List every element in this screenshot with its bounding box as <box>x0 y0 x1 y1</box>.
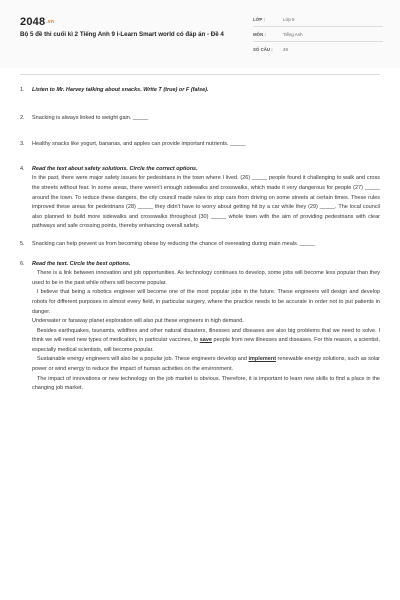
question-instruction: Read the text. Circle the best options. <box>32 260 131 267</box>
logo-suffix: .vn <box>46 19 55 26</box>
question-text: Snacking can help prevent us from becoming obese by reducing the chance of overeating during main meals. _____ <box>32 240 316 247</box>
logo-text: 2048 <box>20 16 46 28</box>
passage-paragraph <box>32 327 380 356</box>
meta-label: MÔN : <box>253 32 266 37</box>
question-text: Healthy snacks like yogurt, bananas, and apples can provide important nutrients. _____ <box>32 141 246 148</box>
meta-value: Tiếng Anh <box>283 32 303 37</box>
question-number: 6. <box>20 260 25 267</box>
underlined-word: implement <box>248 356 277 363</box>
question-4 <box>20 165 380 232</box>
question-number: 2. <box>20 114 25 121</box>
question-5 <box>20 240 380 250</box>
meta-value: 49 <box>283 47 288 52</box>
question-number: 3. <box>20 141 25 148</box>
question-3 <box>20 140 380 150</box>
meta-row-count <box>253 44 383 59</box>
question-body <box>32 260 380 394</box>
passage-paragraph <box>32 355 380 374</box>
document-title: Bộ 5 đề thi cuối kì 2 Tiếng Anh 9 i-Learn Smart world có đáp án - Đề 4 <box>20 31 224 38</box>
meta-label: LỚP : <box>253 17 265 22</box>
question-number: 1. <box>20 87 25 93</box>
reading-passage: In the past, there were major safety issues for pedestrians in the town where I lived. (26) _____ people found it challenging to walk and cross the streets without fear. In some areas, there weren't enough sidewalks and crosswalks, which made it very dangerous for people (27) _____ around the town. To reduce these dangers, the city council made rules to stop cars from driving on some streets at certain times. These rules improved these areas for pedestrians (28) _____ they didn't have to worry about getting hit by a car while they (29) _____. The local council also planned to build more sidewalks and crosswalks throughout (30) _____ whole town with the aim of providing pedestrians with clear pathways and safe crossing points, thereby enhancing overall safety. <box>32 175 380 230</box>
meta-label: SỐ CÂU : <box>253 47 273 52</box>
site-logo[interactable] <box>20 16 54 28</box>
underlined-word: save <box>199 337 212 344</box>
meta-row-subject <box>253 29 383 44</box>
page-header <box>0 0 400 68</box>
text-run: people from new illnesses and diseases. For this reason, a scientist, especially medical scientists, will become popular. <box>32 337 380 353</box>
question-number: 4. <box>20 165 25 172</box>
meta-row-class <box>253 14 383 29</box>
question-instruction: Read the text about safety solutions. Circle the correct options. <box>32 165 198 172</box>
header-divider <box>20 74 380 75</box>
question-number: 5. <box>20 240 25 247</box>
text-run: Sustainable energy engineers will also be a popular job. These engineers develop and <box>37 356 249 363</box>
question-text: Snacking is always linked to weight gain. _____ <box>32 114 149 121</box>
question-list <box>20 86 380 394</box>
passage-paragraph: Underwater or faraway planet exploration will also put these engineers in high demand. <box>32 318 244 325</box>
question-instruction: Listen to Mr. Harvey talking about snacks. Write T (true) or F (false). <box>32 87 209 93</box>
question-body <box>32 165 380 232</box>
meta-value: Lớp 9 <box>283 17 295 22</box>
question-2 <box>20 114 380 124</box>
text-run: renewable energy solutions, such as solar power or wind energy to reduce the impact of human activities on the environment. <box>32 356 380 373</box>
meta-table <box>253 14 383 59</box>
passage-paragraph: I believe that being a robotics engineer will become one of the most popular jobs in the future. These engineers will design and develop robots for different purposes in almost every field, in particular surgery, where the practice needs to be accurate in order not to put patients in danger. <box>32 289 380 315</box>
question-1 <box>20 86 380 96</box>
passage-paragraph: The impact of innovations or new technology on the job market is obvious. Therefore, it is important to learn new skills to find a place in the changing job market. <box>32 375 380 392</box>
question-6 <box>20 260 380 394</box>
passage-paragraph: There is a link between innovation and job opportunities. As technology continues to develop, some jobs will become less popular than they used to be in the past while others will become popular. <box>32 270 380 286</box>
text-run: Besides earthquakes, tsunamis, wildfires and other natural disasters, illnesses and diseases are also big problems that we need to solve. I think we will need new types of medication, in particular vaccines, to <box>32 327 380 344</box>
